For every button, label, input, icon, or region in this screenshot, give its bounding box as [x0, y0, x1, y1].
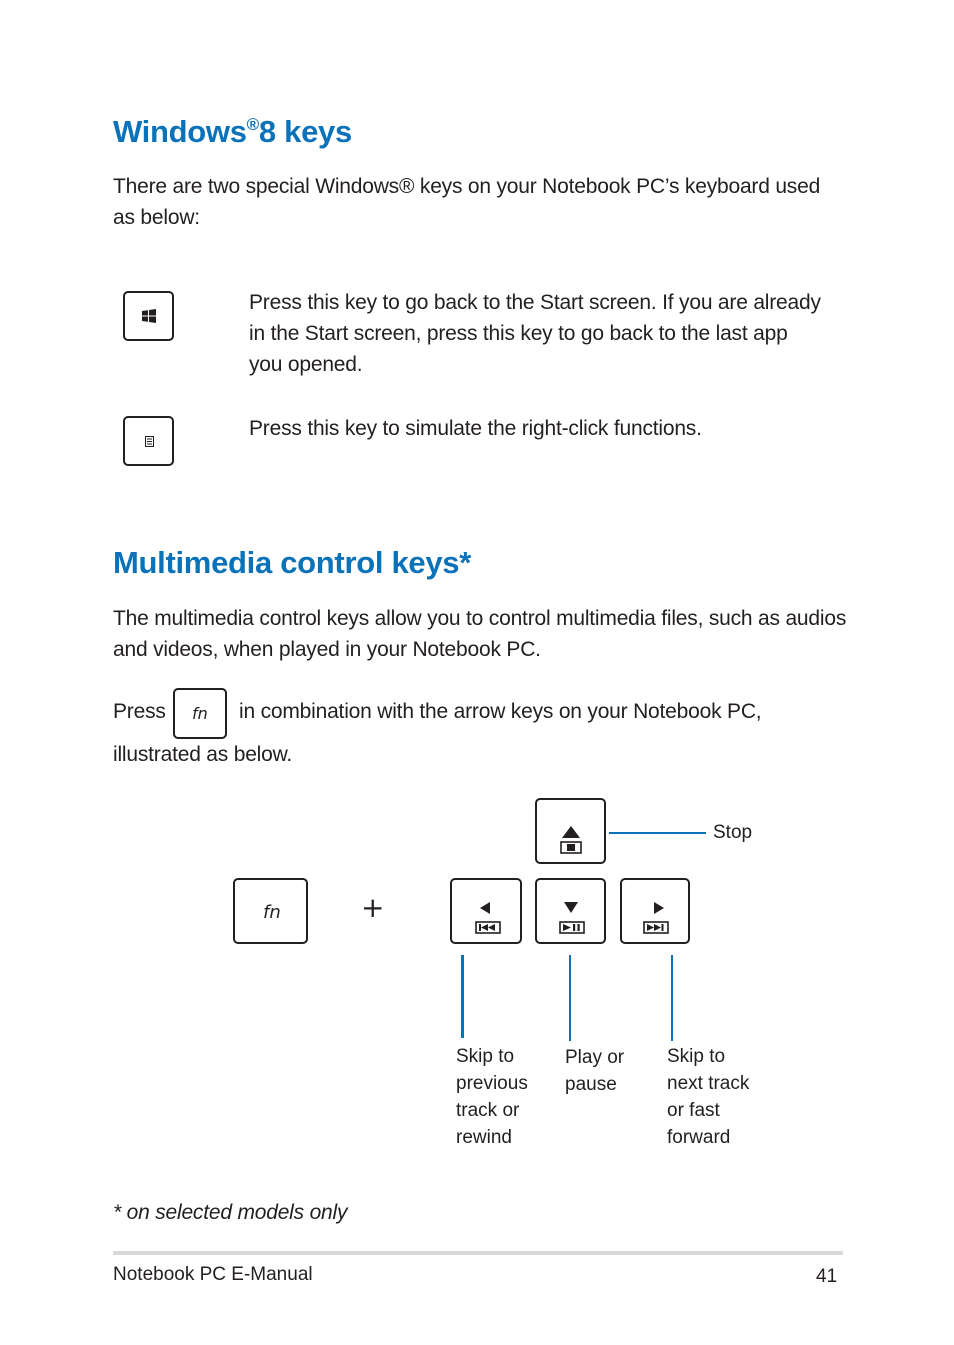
play-label-line: Play or: [565, 1047, 625, 1068]
next-label-line: forward: [667, 1127, 731, 1148]
previous-label-line: track or: [456, 1100, 520, 1121]
windows-keys-heading: [113, 114, 352, 150]
menu-key: [123, 416, 174, 466]
up-arrow-stop-key: [535, 798, 606, 864]
fn-key-inline-label: fn: [192, 704, 208, 723]
heading-text-rest: 8 keys: [258, 114, 352, 149]
windows-logo-icon: [142, 309, 156, 323]
previous-label-line: Skip to: [456, 1046, 515, 1067]
play-pause-label: [565, 1044, 624, 1098]
previous-connector-line: [461, 955, 464, 1038]
footer-manual-title: Notebook PC E-Manual: [113, 1264, 313, 1285]
fn-key-inline: [173, 688, 227, 739]
windows-keys-intro: There are two special Windows® keys on your Notebook PC’s keyboard used as below:: [113, 175, 821, 229]
footnote: * on selected models only: [113, 1201, 348, 1224]
next-connector-line: [671, 955, 673, 1041]
heading-registered-mark: ®: [246, 115, 259, 134]
plus-sign: +: [361, 891, 385, 924]
play-label-line: pause: [565, 1074, 617, 1095]
press-illustrated-text: illustrated as below.: [113, 743, 293, 766]
press-combination-text: in combination with the arrow keys on your Notebook PC,: [239, 700, 762, 723]
fn-key-label: fn: [263, 902, 281, 923]
press-text: Press: [113, 700, 166, 723]
windows-key-description: Press this key to go back to the Start screen. If you are already in the Start screen, press this key to go back to the last app you opened.: [249, 291, 821, 376]
next-label-line: Skip to: [667, 1046, 726, 1067]
play-pause-icon: [558, 900, 586, 936]
menu-key-description: Press this key to simulate the right-click functions.: [249, 417, 702, 440]
windows-key: [123, 291, 174, 341]
stop-icon: [560, 824, 582, 854]
heading-text-main: Windows: [113, 114, 247, 149]
right-arrow-next-key: [620, 878, 690, 944]
down-arrow-play-pause-key: [535, 878, 606, 944]
next-track-icon: [642, 900, 670, 936]
previous-label-line: previous: [456, 1073, 528, 1094]
fn-key: [233, 878, 308, 944]
previous-label-line: rewind: [456, 1127, 512, 1148]
page-number: 41: [816, 1266, 838, 1287]
next-label-line: next track: [667, 1073, 750, 1094]
stop-label: Stop: [713, 822, 753, 843]
multimedia-keys-intro: The multimedia control keys allow you to control multimedia files, such as audios and videos, when played in your Notebook PC.: [113, 607, 847, 661]
left-arrow-previous-key: [450, 878, 522, 944]
play-connector-line: [569, 955, 571, 1041]
previous-track-label: [456, 1043, 528, 1151]
next-label-line: or fast: [667, 1100, 720, 1121]
previous-track-icon: [474, 900, 502, 936]
stop-connector-line: [609, 832, 706, 834]
menu-key-icon: [145, 436, 154, 447]
multimedia-keys-heading: Multimedia control keys*: [113, 545, 472, 580]
footer-divider: [113, 1251, 843, 1255]
next-track-label: [667, 1043, 749, 1151]
